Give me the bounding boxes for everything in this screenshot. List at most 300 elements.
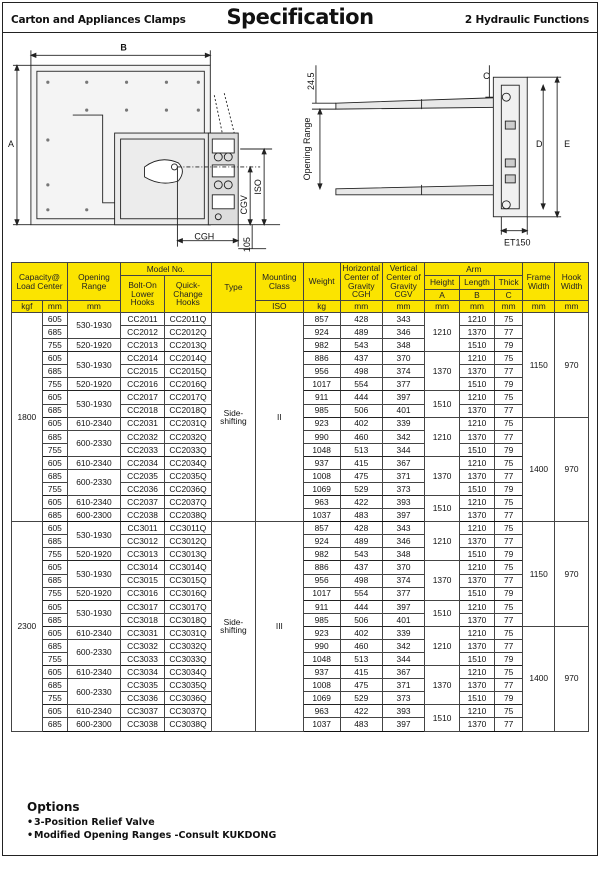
arm-length-cell: 1370 bbox=[460, 404, 495, 417]
arm-length-cell: 1210 bbox=[460, 417, 495, 430]
opening-range-cell: 520-1920 bbox=[68, 587, 121, 600]
cgv-cell: 342 bbox=[382, 430, 424, 443]
weight-cell: 990 bbox=[303, 430, 340, 443]
weight-cell: 886 bbox=[303, 561, 340, 574]
table-body bbox=[12, 313, 589, 732]
quick-change-model-cell: CC3036Q bbox=[165, 692, 212, 705]
cgv-cell: 373 bbox=[382, 483, 424, 496]
arm-length-cell: 1370 bbox=[460, 639, 495, 652]
cgv-cell: 339 bbox=[382, 417, 424, 430]
arm-thick-cell: 77 bbox=[494, 718, 523, 731]
quick-change-model-cell: CC2032Q bbox=[165, 430, 212, 443]
col-cgh: Horizontal Center of Gravity CGH bbox=[340, 263, 382, 301]
bolt-on-model-cell: CC2038 bbox=[120, 509, 164, 522]
cgv-cell: 346 bbox=[382, 326, 424, 339]
load-center-cell: 755 bbox=[42, 653, 67, 666]
arm-thick-cell: 75 bbox=[494, 666, 523, 679]
opening-range-cell: 530-1930 bbox=[68, 391, 121, 417]
load-center-cell: 605 bbox=[42, 352, 67, 365]
arm-length-cell: 1210 bbox=[460, 705, 495, 718]
quick-change-model-cell: CC3037Q bbox=[165, 705, 212, 718]
col-cgv: Vertical Center of Gravity CGV bbox=[382, 263, 424, 301]
cgh-cell: 437 bbox=[340, 352, 382, 365]
quick-change-model-cell: CC2013Q bbox=[165, 339, 212, 352]
arm-length-cell: 1510 bbox=[460, 548, 495, 561]
cgv-cell: 370 bbox=[382, 561, 424, 574]
cgh-cell: 554 bbox=[340, 587, 382, 600]
cgh-cell: 444 bbox=[340, 391, 382, 404]
hook-width-cell: 970 bbox=[555, 313, 589, 418]
arm-thick-cell: 75 bbox=[494, 496, 523, 509]
bolt-on-model-cell: CC3017 bbox=[120, 600, 164, 613]
col-arm-height: Height bbox=[425, 276, 460, 290]
cgh-cell: 489 bbox=[340, 326, 382, 339]
option-text: Modified Opening Ranges -Consult KUKDONG bbox=[34, 830, 277, 841]
cgh-cell: 543 bbox=[340, 339, 382, 352]
arm-thick-cell: 75 bbox=[494, 313, 523, 326]
bolt-on-model-cell: CC3035 bbox=[120, 679, 164, 692]
cgh-cell: 475 bbox=[340, 679, 382, 692]
arm-length-cell: 1370 bbox=[460, 613, 495, 626]
cgv-cell: 339 bbox=[382, 626, 424, 639]
weight-cell: 1008 bbox=[303, 469, 340, 482]
arm-length-cell: 1370 bbox=[460, 469, 495, 482]
opening-range-cell: 610-2340 bbox=[68, 496, 121, 509]
cgv-cell: 346 bbox=[382, 535, 424, 548]
cgh-cell: 415 bbox=[340, 666, 382, 679]
cgh-cell: 422 bbox=[340, 496, 382, 509]
technical-drawings bbox=[3, 35, 597, 259]
table-header bbox=[12, 263, 589, 313]
arm-height-cell: 1210 bbox=[425, 313, 460, 352]
cgv-cell: 367 bbox=[382, 666, 424, 679]
bolt-on-model-cell: CC2031 bbox=[120, 417, 164, 430]
col-capacity: Capacity@ Load Center bbox=[12, 263, 68, 301]
bolt-on-model-cell: CC2011 bbox=[120, 313, 164, 326]
arm-thick-cell: 77 bbox=[494, 639, 523, 652]
load-center-cell: 605 bbox=[42, 705, 67, 718]
weight-cell: 1069 bbox=[303, 692, 340, 705]
cgh-cell: 415 bbox=[340, 456, 382, 469]
weight-cell: 1048 bbox=[303, 653, 340, 666]
opening-range-cell: 610-2340 bbox=[68, 705, 121, 718]
arm-thick-cell: 75 bbox=[494, 600, 523, 613]
bolt-on-model-cell: CC3034 bbox=[120, 666, 164, 679]
arm-length-cell: 1510 bbox=[460, 378, 495, 391]
bolt-on-model-cell: CC3016 bbox=[120, 587, 164, 600]
load-center-cell: 605 bbox=[42, 561, 67, 574]
bolt-on-model-cell: CC2015 bbox=[120, 365, 164, 378]
bolt-on-model-cell: CC3032 bbox=[120, 639, 164, 652]
weight-cell: 1017 bbox=[303, 378, 340, 391]
load-center-cell: 755 bbox=[42, 692, 67, 705]
unit-kg: kg bbox=[303, 301, 340, 313]
quick-change-model-cell: CC3012Q bbox=[165, 535, 212, 548]
load-center-cell: 685 bbox=[42, 574, 67, 587]
arm-length-cell: 1210 bbox=[460, 522, 495, 535]
weight-cell: 1037 bbox=[303, 718, 340, 731]
bolt-on-model-cell: CC3018 bbox=[120, 613, 164, 626]
bolt-on-model-cell: CC2033 bbox=[120, 443, 164, 456]
arm-length-cell: 1210 bbox=[460, 456, 495, 469]
weight-cell: 963 bbox=[303, 705, 340, 718]
side-view-drawing bbox=[312, 65, 561, 234]
bolt-on-model-cell: CC2018 bbox=[120, 404, 164, 417]
col-arm: Arm bbox=[425, 263, 523, 276]
unit-load-mm: mm bbox=[42, 301, 67, 313]
bolt-on-model-cell: CC3037 bbox=[120, 705, 164, 718]
arm-length-cell: 1370 bbox=[460, 326, 495, 339]
dim-cgh-label: CGH bbox=[194, 231, 215, 242]
opening-range-cell: 530-1930 bbox=[68, 522, 121, 548]
dim-b-label: B bbox=[120, 42, 127, 53]
arm-length-cell: 1210 bbox=[460, 313, 495, 326]
cgh-cell: 460 bbox=[340, 639, 382, 652]
quick-change-model-cell: CC3018Q bbox=[165, 613, 212, 626]
weight-cell: 990 bbox=[303, 639, 340, 652]
arm-height-cell: 1510 bbox=[425, 600, 460, 626]
bolt-on-model-cell: CC2017 bbox=[120, 391, 164, 404]
arm-height-cell: 1210 bbox=[425, 417, 460, 456]
load-center-cell: 755 bbox=[42, 443, 67, 456]
cgv-cell: 374 bbox=[382, 574, 424, 587]
arm-length-cell: 1210 bbox=[460, 561, 495, 574]
capacity-cell: 1800 bbox=[12, 313, 43, 522]
arm-length-cell: 1510 bbox=[460, 692, 495, 705]
opening-range-cell: 520-1920 bbox=[68, 548, 121, 561]
cgv-cell: 397 bbox=[382, 391, 424, 404]
cgv-cell: 393 bbox=[382, 705, 424, 718]
arm-length-cell: 1210 bbox=[460, 666, 495, 679]
weight-cell: 985 bbox=[303, 613, 340, 626]
bullet-icon: • bbox=[27, 830, 34, 841]
quick-change-model-cell: CC2012Q bbox=[165, 326, 212, 339]
cgh-cell: 437 bbox=[340, 561, 382, 574]
cgh-cell: 498 bbox=[340, 365, 382, 378]
functions-label: 2 Hydraulic Functions bbox=[464, 14, 589, 26]
cgv-cell: 401 bbox=[382, 404, 424, 417]
bolt-on-model-cell: CC3012 bbox=[120, 535, 164, 548]
cgv-cell: 373 bbox=[382, 692, 424, 705]
unit-kgf: kgf bbox=[12, 301, 43, 313]
arm-length-cell: 1210 bbox=[460, 626, 495, 639]
bolt-on-model-cell: CC2036 bbox=[120, 483, 164, 496]
letter-b: B bbox=[460, 290, 495, 301]
arm-thick-cell: 79 bbox=[494, 339, 523, 352]
load-center-cell: 605 bbox=[42, 417, 67, 430]
unit-hook-mm: mm bbox=[555, 301, 589, 313]
dim-iso-label: ISO bbox=[253, 179, 264, 195]
arm-length-cell: 1370 bbox=[460, 430, 495, 443]
weight-cell: 1037 bbox=[303, 509, 340, 522]
cgh-cell: 506 bbox=[340, 613, 382, 626]
opening-range-cell: 610-2340 bbox=[68, 456, 121, 469]
cgh-cell: 489 bbox=[340, 535, 382, 548]
opening-range-label: Opening Range bbox=[301, 117, 312, 181]
cgv-cell: 348 bbox=[382, 339, 424, 352]
quick-change-model-cell: CC2015Q bbox=[165, 365, 212, 378]
col-arm-length: Length bbox=[460, 276, 495, 290]
quick-change-model-cell: CC3032Q bbox=[165, 639, 212, 652]
weight-cell: 1017 bbox=[303, 587, 340, 600]
opening-range-cell: 530-1930 bbox=[68, 561, 121, 587]
load-center-cell: 685 bbox=[42, 430, 67, 443]
load-center-cell: 685 bbox=[42, 469, 67, 482]
arm-thick-cell: 75 bbox=[494, 626, 523, 639]
arm-height-cell: 1370 bbox=[425, 352, 460, 391]
arm-thick-cell: 75 bbox=[494, 456, 523, 469]
weight-cell: 956 bbox=[303, 574, 340, 587]
col-weight: Weight bbox=[303, 263, 340, 301]
specification-table bbox=[11, 262, 589, 732]
opening-range-cell: 600-2330 bbox=[68, 679, 121, 705]
hook-width-cell: 970 bbox=[555, 417, 589, 522]
load-center-cell: 685 bbox=[42, 404, 67, 417]
bolt-on-model-cell: CC3014 bbox=[120, 561, 164, 574]
cgv-cell: 397 bbox=[382, 600, 424, 613]
col-quick-change: Quick-Change Hooks bbox=[165, 276, 212, 313]
quick-change-model-cell: CC3016Q bbox=[165, 587, 212, 600]
quick-change-model-cell: CC3031Q bbox=[165, 626, 212, 639]
arm-length-cell: 1370 bbox=[460, 509, 495, 522]
arm-length-cell: 1510 bbox=[460, 587, 495, 600]
arm-thick-cell: 75 bbox=[494, 522, 523, 535]
weight-cell: 982 bbox=[303, 548, 340, 561]
frame-width-cell: 1400 bbox=[523, 626, 555, 731]
cgv-cell: 377 bbox=[382, 587, 424, 600]
weight-cell: 982 bbox=[303, 339, 340, 352]
load-center-cell: 605 bbox=[42, 456, 67, 469]
bolt-on-model-cell: CC3033 bbox=[120, 653, 164, 666]
unit-opening-mm: mm bbox=[68, 301, 121, 313]
load-center-cell: 605 bbox=[42, 496, 67, 509]
weight-cell: 923 bbox=[303, 417, 340, 430]
weight-cell: 911 bbox=[303, 600, 340, 613]
letter-a: A bbox=[425, 290, 460, 301]
cgh-cell: 513 bbox=[340, 443, 382, 456]
quick-change-model-cell: CC2033Q bbox=[165, 443, 212, 456]
cgv-cell: 367 bbox=[382, 456, 424, 469]
opening-range-cell: 600-2330 bbox=[68, 639, 121, 665]
quick-change-model-cell: CC3013Q bbox=[165, 548, 212, 561]
quick-change-model-cell: CC2018Q bbox=[165, 404, 212, 417]
arm-height-cell: 1510 bbox=[425, 391, 460, 417]
unit-thick-mm: mm bbox=[494, 301, 523, 313]
cgh-cell: 483 bbox=[340, 718, 382, 731]
cgh-cell: 543 bbox=[340, 548, 382, 561]
bolt-on-model-cell: CC2037 bbox=[120, 496, 164, 509]
load-center-cell: 605 bbox=[42, 391, 67, 404]
arm-length-cell: 1210 bbox=[460, 496, 495, 509]
cgv-cell: 371 bbox=[382, 469, 424, 482]
arm-length-cell: 1510 bbox=[460, 339, 495, 352]
options-title: Options bbox=[27, 800, 80, 814]
dim-24-5-label: 24.5 bbox=[305, 72, 316, 90]
load-center-cell: 685 bbox=[42, 718, 67, 731]
col-arm-thick: Thick bbox=[494, 276, 523, 290]
cgv-cell: 393 bbox=[382, 496, 424, 509]
cgh-cell: 460 bbox=[340, 430, 382, 443]
arm-thick-cell: 79 bbox=[494, 443, 523, 456]
col-mounting-class: Mounting Class bbox=[256, 263, 304, 301]
arm-height-cell: 1370 bbox=[425, 561, 460, 600]
capacity-cell: 2300 bbox=[12, 522, 43, 731]
cgh-cell: 402 bbox=[340, 626, 382, 639]
weight-cell: 924 bbox=[303, 535, 340, 548]
dim-e-label: E bbox=[564, 139, 571, 149]
arm-height-cell: 1510 bbox=[425, 496, 460, 522]
quick-change-model-cell: CC3035Q bbox=[165, 679, 212, 692]
hook-width-cell: 970 bbox=[555, 522, 589, 627]
col-frame-width: Frame Width bbox=[523, 263, 555, 301]
opening-range-cell: 600-2330 bbox=[68, 430, 121, 456]
dim-a-label: A bbox=[7, 139, 14, 149]
load-center-cell: 685 bbox=[42, 679, 67, 692]
load-center-cell: 685 bbox=[42, 365, 67, 378]
cgv-cell: 344 bbox=[382, 443, 424, 456]
bolt-on-model-cell: CC2034 bbox=[120, 456, 164, 469]
table-row bbox=[12, 522, 589, 535]
weight-cell: 985 bbox=[303, 404, 340, 417]
cgv-cell: 348 bbox=[382, 548, 424, 561]
weight-cell: 911 bbox=[303, 391, 340, 404]
cgh-cell: 444 bbox=[340, 600, 382, 613]
quick-change-model-cell: CC2031Q bbox=[165, 417, 212, 430]
opening-range-cell: 600-2300 bbox=[68, 509, 121, 522]
bolt-on-model-cell: CC3031 bbox=[120, 626, 164, 639]
header-bar bbox=[3, 3, 597, 33]
opening-range-cell: 530-1930 bbox=[68, 352, 121, 378]
arm-length-cell: 1370 bbox=[460, 679, 495, 692]
mounting-class-cell: II bbox=[256, 313, 304, 522]
cgh-cell: 428 bbox=[340, 313, 382, 326]
cgh-cell: 422 bbox=[340, 705, 382, 718]
quick-change-model-cell: CC3011Q bbox=[165, 522, 212, 535]
weight-cell: 857 bbox=[303, 522, 340, 535]
dim-et150-label: ET150 bbox=[504, 237, 531, 248]
arm-height-cell: 1510 bbox=[425, 705, 460, 731]
quick-change-model-cell: CC3034Q bbox=[165, 666, 212, 679]
bolt-on-model-cell: CC2016 bbox=[120, 378, 164, 391]
options-section bbox=[27, 800, 276, 842]
weight-cell: 1069 bbox=[303, 483, 340, 496]
cgv-cell: 397 bbox=[382, 718, 424, 731]
load-center-cell: 755 bbox=[42, 339, 67, 352]
arm-length-cell: 1370 bbox=[460, 574, 495, 587]
arm-height-cell: 1370 bbox=[425, 456, 460, 495]
col-hook-width: Hook Width bbox=[555, 263, 589, 301]
weight-cell: 937 bbox=[303, 666, 340, 679]
letter-c: C bbox=[494, 290, 523, 301]
arm-height-cell: 1210 bbox=[425, 522, 460, 561]
opening-range-cell: 600-2300 bbox=[68, 718, 121, 731]
quick-change-model-cell: CC2034Q bbox=[165, 456, 212, 469]
unit-cgh-mm: mm bbox=[340, 301, 382, 313]
option-item bbox=[27, 816, 276, 829]
unit-cgv-mm: mm bbox=[382, 301, 424, 313]
arm-thick-cell: 77 bbox=[494, 509, 523, 522]
quick-change-model-cell: CC2037Q bbox=[165, 496, 212, 509]
arm-thick-cell: 77 bbox=[494, 535, 523, 548]
arm-thick-cell: 79 bbox=[494, 548, 523, 561]
arm-length-cell: 1510 bbox=[460, 443, 495, 456]
opening-range-cell: 520-1920 bbox=[68, 339, 121, 352]
bolt-on-model-cell: CC2032 bbox=[120, 430, 164, 443]
load-center-cell: 605 bbox=[42, 600, 67, 613]
cgh-cell: 475 bbox=[340, 469, 382, 482]
dim-cgv-label: CGV bbox=[239, 195, 250, 215]
weight-cell: 1008 bbox=[303, 679, 340, 692]
col-model-no: Model No. bbox=[120, 263, 211, 276]
bolt-on-model-cell: CC3036 bbox=[120, 692, 164, 705]
load-center-cell: 605 bbox=[42, 522, 67, 535]
opening-range-cell: 530-1930 bbox=[68, 313, 121, 339]
cgh-cell: 506 bbox=[340, 404, 382, 417]
cgv-cell: 397 bbox=[382, 509, 424, 522]
weight-cell: 886 bbox=[303, 352, 340, 365]
unit-height-mm: mm bbox=[425, 301, 460, 313]
quick-change-model-cell: CC2016Q bbox=[165, 378, 212, 391]
load-center-cell: 685 bbox=[42, 509, 67, 522]
product-line-label: Carton and Appliances Clamps bbox=[11, 14, 186, 26]
arm-length-cell: 1210 bbox=[460, 391, 495, 404]
load-center-cell: 605 bbox=[42, 666, 67, 679]
cgv-cell: 342 bbox=[382, 639, 424, 652]
bolt-on-model-cell: CC3013 bbox=[120, 548, 164, 561]
load-center-cell: 685 bbox=[42, 535, 67, 548]
arm-thick-cell: 77 bbox=[494, 679, 523, 692]
bolt-on-model-cell: CC3011 bbox=[120, 522, 164, 535]
frame-width-cell: 1150 bbox=[523, 522, 555, 627]
arm-thick-cell: 77 bbox=[494, 469, 523, 482]
arm-height-cell: 1370 bbox=[425, 666, 460, 705]
cgv-cell: 377 bbox=[382, 378, 424, 391]
arm-thick-cell: 77 bbox=[494, 574, 523, 587]
dim-d-label: D bbox=[535, 139, 543, 149]
arm-length-cell: 1210 bbox=[460, 600, 495, 613]
col-opening-range: Opening Range bbox=[68, 263, 121, 301]
bullet-icon: • bbox=[27, 817, 34, 828]
arm-length-cell: 1370 bbox=[460, 718, 495, 731]
quick-change-model-cell: CC3038Q bbox=[165, 718, 212, 731]
bolt-on-model-cell: CC2014 bbox=[120, 352, 164, 365]
load-center-cell: 755 bbox=[42, 587, 67, 600]
table-row bbox=[12, 313, 589, 326]
arm-thick-cell: 79 bbox=[494, 483, 523, 496]
cgv-cell: 343 bbox=[382, 522, 424, 535]
quick-change-model-cell: CC2036Q bbox=[165, 483, 212, 496]
arm-length-cell: 1370 bbox=[460, 365, 495, 378]
dim-105-label: 105 bbox=[242, 237, 253, 253]
hook-width-cell: 970 bbox=[555, 626, 589, 731]
load-center-cell: 685 bbox=[42, 326, 67, 339]
quick-change-model-cell: CC3033Q bbox=[165, 653, 212, 666]
arm-thick-cell: 75 bbox=[494, 391, 523, 404]
type-cell: Side-shifting bbox=[211, 522, 255, 731]
arm-height-cell: 1210 bbox=[425, 626, 460, 665]
cgh-cell: 529 bbox=[340, 692, 382, 705]
weight-cell: 937 bbox=[303, 456, 340, 469]
unit-length-mm: mm bbox=[460, 301, 495, 313]
cgv-cell: 374 bbox=[382, 365, 424, 378]
opening-range-cell: 610-2340 bbox=[68, 417, 121, 430]
cgh-cell: 498 bbox=[340, 574, 382, 587]
arm-thick-cell: 77 bbox=[494, 613, 523, 626]
arm-length-cell: 1210 bbox=[460, 352, 495, 365]
quick-change-model-cell: CC2035Q bbox=[165, 469, 212, 482]
quick-change-model-cell: CC2017Q bbox=[165, 391, 212, 404]
frame-width-cell: 1150 bbox=[523, 313, 555, 418]
